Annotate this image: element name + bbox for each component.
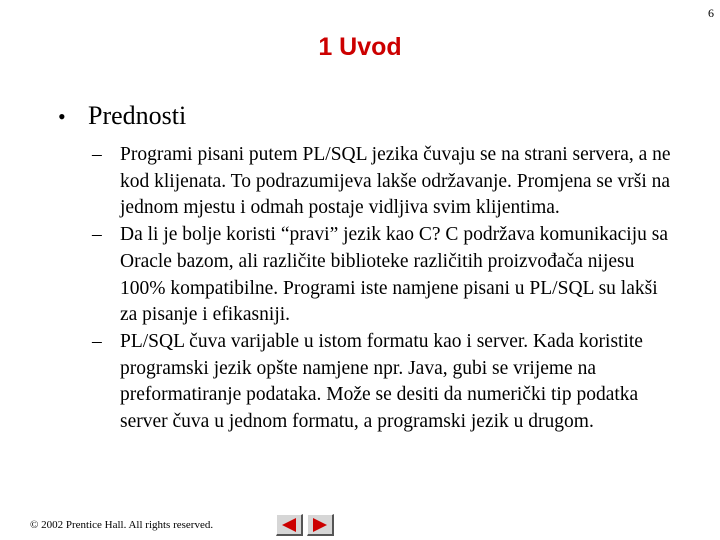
sub-bullet-text: Programi pisani putem PL/SQL jezika čuvaju se na strani servera, a ne kod klijenata. To podrazumijeva lakše održavanje. Promjena se vrši na jednom mjestu i odmah postaje vidljiva svim klijentima.: [120, 144, 671, 219]
previous-slide-button[interactable]: [276, 514, 303, 536]
slide-navigation: [276, 514, 334, 536]
slide-title: 1 Uvod: [318, 33, 402, 61]
next-slide-button[interactable]: [307, 514, 334, 536]
dash-marker: –: [92, 144, 102, 165]
sub-bullet-item: [92, 222, 672, 329]
sub-bullet-item: [92, 329, 672, 436]
bullet-label: Prednosti: [88, 101, 187, 130]
copyright-footer: © 2002 Prentice Hall. All rights reserved.: [30, 519, 214, 531]
bullet-dot: •: [58, 104, 66, 129]
sub-bullet-list: [92, 142, 672, 436]
sub-bullet-item: [92, 142, 672, 222]
dash-marker: –: [92, 224, 102, 246]
page-number: 6: [708, 6, 714, 20]
sub-bullet-text: PL/SQL čuva varijable u istom formatu kao i server. Kada koristite programski jezik opšte namjene npr. Java, gubi se vrijeme na preformatiranje podataka. Može se desiti da numerički tip podatka server čuva u jednom formatu, a programski jezik u drugom.: [120, 330, 643, 433]
main-bullet: [58, 101, 186, 131]
right-triangle-icon: [312, 518, 328, 532]
sub-bullet-text: Da li je bolje koristi “pravi” jezik kao C? C podržava komunikaciju sa Oracle bazom, ali različite biblioteke različitih proizvođača nijesu 100% kompatibilne. Programi iste namjene pisani u PL/SQL su lakši za pisanje i efikasniji.: [120, 224, 668, 326]
dash-marker: –: [92, 330, 102, 352]
left-triangle-icon: [281, 518, 297, 532]
